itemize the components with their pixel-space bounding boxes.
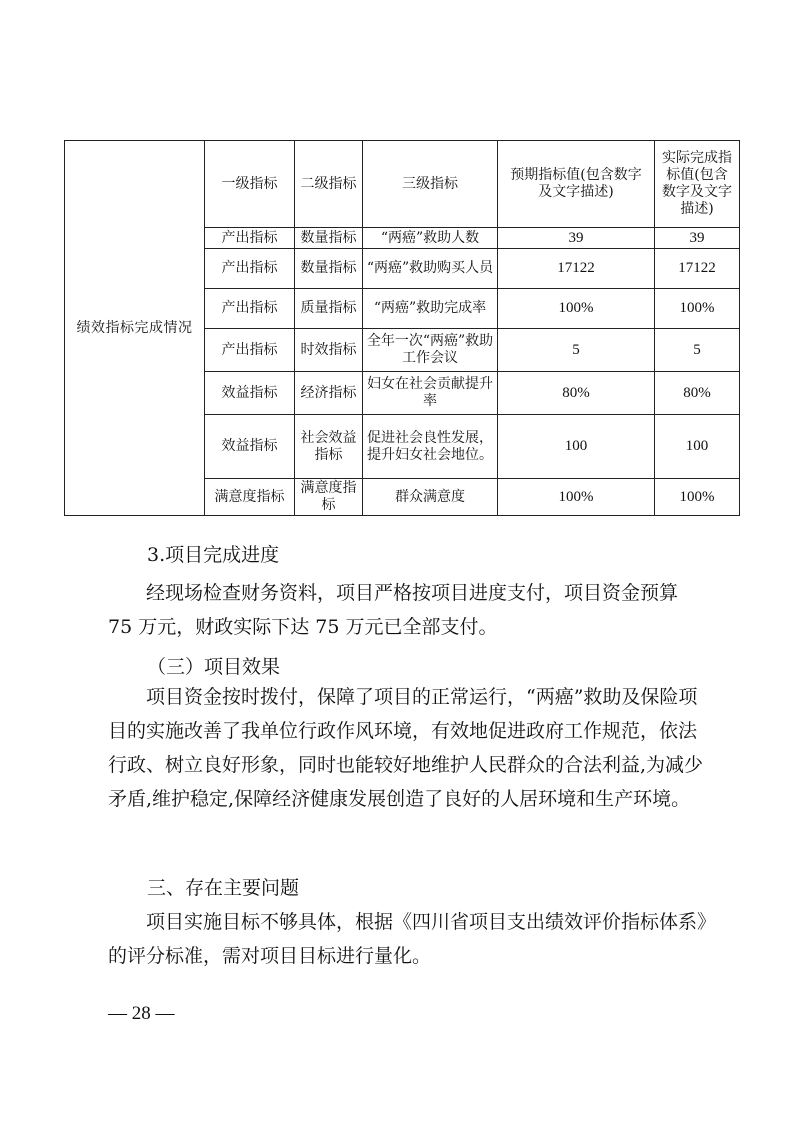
expected-value-cell: 100%	[498, 289, 655, 329]
level1-cell: 产出指标	[205, 249, 295, 289]
expected-value-cell: 100	[498, 415, 655, 479]
level1-cell: 满意度指标	[205, 479, 295, 516]
actual-value-cell: 100%	[655, 479, 740, 516]
actual-value-cell: 100	[655, 415, 740, 479]
level2-cell: 满意度指标	[295, 479, 363, 516]
level3-cell: 群众满意度	[363, 479, 498, 516]
table-header-row	[65, 141, 740, 228]
actual-value-cell: 5	[655, 329, 740, 372]
level1-cell: 效益指标	[205, 372, 295, 415]
header-actual: 实际完成指标值(包含数字及文字描述)	[655, 141, 740, 228]
actual-value-cell: 39	[655, 228, 740, 249]
level3-cell: 促进社会良性发展，提升妇女社会地位。	[363, 415, 498, 479]
level3-cell: “两癌”救助完成率	[363, 289, 498, 329]
paragraph-effect: 项目资金按时拨付，保障了项目的正常运行，“两癌”救助及保险项目的实施改善了我单位行政作风环境，有效地促进政府工作规范，依法行政、树立良好形象，同时也能较好地维护人民群众的合法利益,为减少矛盾,维护稳定,保障经济健康发展创造了良好的人居环境和生产环境。	[108, 686, 704, 810]
level1-cell: 产出指标	[205, 329, 295, 372]
level3-cell: “两癌”救助购买人员	[363, 249, 498, 289]
row-label-cell: 绩效指标完成情况	[65, 141, 205, 516]
header-expected: 预期指标值(包含数字及文字描述)	[498, 141, 655, 228]
level1-cell: 产出指标	[205, 228, 295, 249]
level2-cell: 质量指标	[295, 289, 363, 329]
level3-cell: 全年一次“两癌”救助工作会议	[363, 329, 498, 372]
expected-value-cell: 100%	[498, 479, 655, 516]
header-level1: 一级指标	[205, 141, 295, 228]
level2-cell: 社会效益指标	[295, 415, 363, 479]
level2-cell: 经济指标	[295, 372, 363, 415]
paragraph-issues: 项目实施目标不够具体，根据《四川省项目支出绩效评价指标体系》的评分标准，需对项目目标进行量化。	[108, 911, 707, 967]
expected-value-cell: 5	[498, 329, 655, 372]
actual-value-cell: 17122	[655, 249, 740, 289]
actual-value-cell: 80%	[655, 372, 740, 415]
level2-cell: 数量指标	[295, 249, 363, 289]
section-heading-issues: 三、存在主要问题	[147, 877, 300, 899]
section-heading-progress: 3.项目完成进度	[147, 544, 280, 566]
level3-cell: “两癌”救助人数	[363, 228, 498, 249]
section-heading-effect: （三）项目效果	[147, 656, 281, 678]
expected-value-cell: 80%	[498, 372, 655, 415]
expected-value-cell: 17122	[498, 249, 655, 289]
page-number: — 28 —	[108, 1003, 175, 1024]
level1-cell: 产出指标	[205, 289, 295, 329]
performance-indicator-table	[64, 140, 740, 516]
level2-cell: 时效指标	[295, 329, 363, 372]
header-level3: 三级指标	[363, 141, 498, 228]
expected-value-cell: 39	[498, 228, 655, 249]
actual-value-cell: 100%	[655, 289, 740, 329]
level3-cell: 妇女在社会贡献提升率	[363, 372, 498, 415]
header-level2: 二级指标	[295, 141, 363, 228]
paragraph-progress: 经现场检查财务资料，项目严格按项目进度支付，项目资金预算 75 万元，财政实际下达 75 万元已全部支付。	[108, 582, 679, 638]
level1-cell: 效益指标	[205, 415, 295, 479]
level2-cell: 数量指标	[295, 228, 363, 249]
